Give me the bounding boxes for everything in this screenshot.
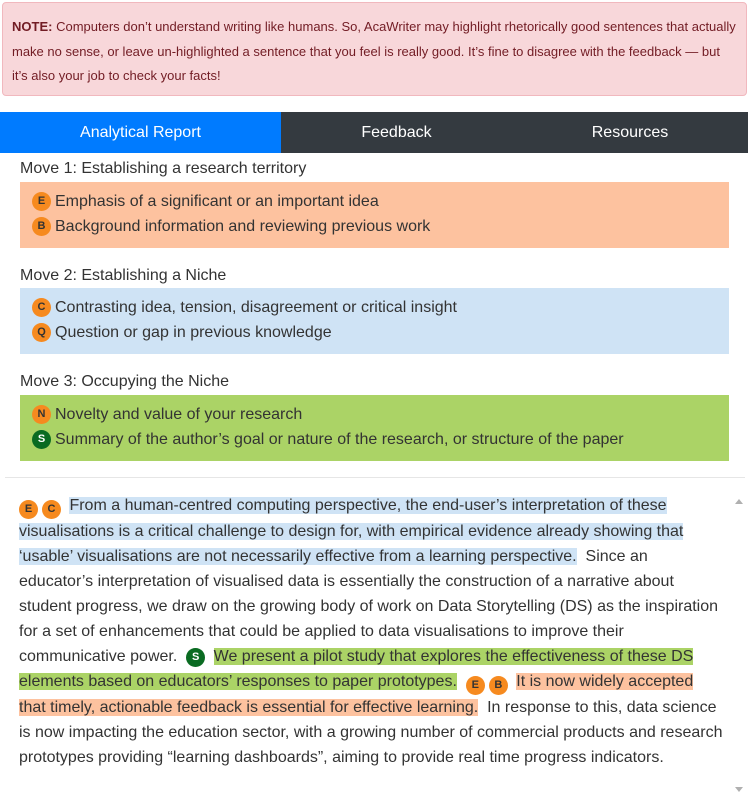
contrast-badge-icon: C	[42, 500, 61, 519]
scrollbar[interactable]	[733, 490, 747, 798]
legend-item	[32, 320, 729, 345]
scroll-up-icon[interactable]	[735, 499, 743, 504]
summary-badge-icon: S	[32, 430, 51, 449]
summary-badge-icon: S	[186, 648, 205, 667]
legend-item	[32, 427, 729, 452]
tab-analytical-report[interactable]: Analytical Report	[0, 112, 281, 153]
legend-item	[32, 214, 729, 239]
move-1-title: Move 1: Establishing a research territory	[20, 160, 307, 177]
legend-item-label: Emphasis of a significant or an important idea	[55, 192, 379, 210]
sentence-plain: In response to this, data science is now impacting the education sector, with a growing number of commercial products and research prototypes providing “learning dashboards”, aiming to provide real time progress indicators.	[19, 699, 723, 766]
legend-item-label: Novelty and value of your research	[55, 405, 303, 423]
sentence-emphasis-background: It is now widely accepted that timely, actionable feedback is essential for effective learning.	[19, 673, 694, 716]
move-3-legend	[20, 395, 729, 461]
contrast-badge-icon: C	[32, 298, 51, 317]
legend-item-label: Question or gap in previous knowledge	[55, 323, 332, 341]
move-1-legend	[20, 182, 729, 248]
move-3-title: Move 3: Occupying the Niche	[20, 373, 229, 390]
note-text: Computers don’t understand writing like humans. So, AcaWriter may highlight rhetorically good sentences that actually make no sense, or leave un-highlighted a sentence that you feel is really good. It’s fine to disagree with the feedback — but it’s also your job to check your facts!	[12, 19, 736, 83]
disclaimer-note	[2, 2, 747, 96]
background-badge-icon: B	[489, 676, 508, 695]
tab-resources[interactable]: Resources	[591, 123, 669, 141]
emphasis-badge-icon: E	[32, 192, 51, 211]
annotated-text-panel[interactable]	[0, 490, 750, 798]
tab-feedback[interactable]: Feedback	[361, 123, 432, 141]
legend-item	[32, 189, 729, 214]
annotated-text	[19, 493, 724, 770]
legend-item	[32, 295, 729, 320]
emphasis-badge-icon: E	[466, 676, 485, 695]
section-divider	[5, 477, 745, 478]
legend-item	[32, 402, 729, 427]
question-badge-icon: Q	[32, 323, 51, 342]
scroll-down-icon[interactable]	[735, 787, 743, 792]
note-label: NOTE:	[12, 19, 53, 34]
novelty-badge-icon: N	[32, 405, 51, 424]
move-2-title: Move 2: Establishing a Niche	[20, 267, 227, 284]
sentence-contrast: From a human-centred computing perspective, the end-user’s interpretation of these visualisations is a critical challenge to design for, with empirical evidence already showing that ‘usable’ visualisations are not necessarily effective from a learning perspective.	[19, 497, 684, 565]
sentence-plain: Since an educator’s interpretation of visualised data is essentially the construction of a narrative about student progress, we draw on the growing body of work on Data Storytelling (DS) as the inspiration for a set of enhancements that could be applied to data visualisations to improve their communicative power.	[19, 548, 719, 665]
tab-bar	[0, 112, 748, 153]
legend-item-label: Background information and reviewing previous work	[55, 217, 431, 235]
move-2-legend	[20, 288, 729, 354]
legend-item-label: Summary of the author’s goal or nature of the research, or structure of the paper	[55, 430, 624, 448]
sentence-summary: We present a pilot study that explores the effectiveness of these DS elements based on educators’ responses to paper prototypes.	[19, 648, 694, 690]
legend-item-label: Contrasting idea, tension, disagreement or critical insight	[55, 298, 457, 316]
background-badge-icon: B	[32, 217, 51, 236]
emphasis-badge-icon: E	[19, 500, 38, 519]
